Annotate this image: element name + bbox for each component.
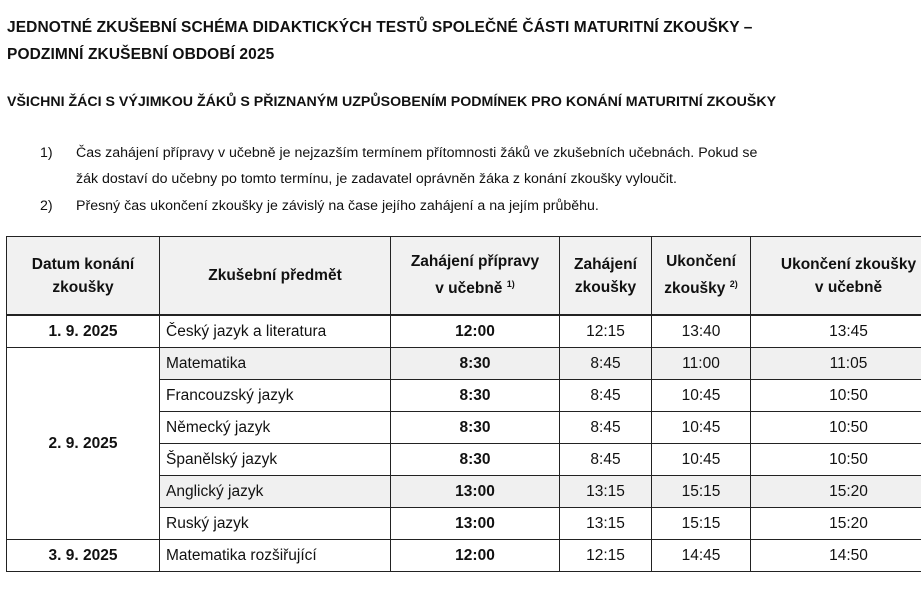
start-time-cell: 8:45 <box>560 380 652 412</box>
prep-time-cell: 12:00 <box>391 315 560 348</box>
note-1-text-line-2: žák dostaví do učebny po tomto termínu, je zadavatel oprávněn žáka z konání zkoušky vyloučit. <box>76 171 677 187</box>
start-time-cell: 8:45 <box>560 444 652 476</box>
prep-time-cell: 8:30 <box>391 348 560 380</box>
table-row <box>7 540 921 572</box>
note-1-text-line-1: Čas zahájení přípravy v učebně je nejzazším termínem přítomnosti žáků ve zkušebních učebnách. Pokud se <box>76 145 758 161</box>
start-time-cell: 12:15 <box>560 540 652 572</box>
header-exam-start: Zahájení zkoušky <box>560 237 652 316</box>
start-time-cell: 13:15 <box>560 476 652 508</box>
date-cell: 1. 9. 2025 <box>7 315 160 348</box>
date-cell: 3. 9. 2025 <box>7 540 160 572</box>
title-line-1: JEDNOTNÉ ZKUŠEBNÍ SCHÉMA DIDAKTICKÝCH TESTŮ SPOLEČNÉ ČÁSTI MATURITNÍ ZKOUŠKY – <box>7 19 753 36</box>
room-end-time-cell: 10:50 <box>751 380 921 412</box>
subject-cell: Matematika rozšiřující <box>160 540 391 572</box>
end-time-cell: 15:15 <box>652 508 751 540</box>
end-time-cell: 10:45 <box>652 444 751 476</box>
end-time-cell: 10:45 <box>652 412 751 444</box>
subject-cell: Matematika <box>160 348 391 380</box>
subject-cell: Anglický jazyk <box>160 476 391 508</box>
note-1 <box>40 140 921 166</box>
prep-time-cell: 12:00 <box>391 540 560 572</box>
note-2-number: 2) <box>40 198 53 214</box>
end-time-cell: 15:15 <box>652 476 751 508</box>
prep-time-cell: 13:00 <box>391 476 560 508</box>
room-end-time-cell: 13:45 <box>751 315 921 348</box>
end-time-cell: 14:45 <box>652 540 751 572</box>
start-time-cell: 8:45 <box>560 412 652 444</box>
header-prep-start: Zahájení přípravy v učebně $^{1)}$ <box>391 237 560 316</box>
end-time-cell: 11:00 <box>652 348 751 380</box>
room-end-time-cell: 11:05 <box>751 348 921 380</box>
prep-time-cell: 8:30 <box>391 380 560 412</box>
room-end-time-cell: 15:20 <box>751 508 921 540</box>
start-time-cell: 8:45 <box>560 348 652 380</box>
exam-schedule-table <box>6 236 921 572</box>
header-date: Datum konání zkoušky <box>7 237 160 316</box>
header-exam-end: Ukončení zkoušky $^{2)}$ <box>652 237 751 316</box>
audience-subtitle: VŠICHNI ŽÁCI S VÝJIMKOU ŽÁKŮ S PŘIZNANÝM UZPŮSOBENÍM PODMÍNEK PRO KONÁNÍ MATURITNÍ ZKOUŠKY <box>7 94 777 110</box>
subject-cell: Ruský jazyk <box>160 508 391 540</box>
table-row <box>7 348 921 380</box>
note-2-text: Přesný čas ukončení zkoušky je závislý na čase jejího zahájení a na jejím průběhu. <box>76 198 599 214</box>
subject-cell: Německý jazyk <box>160 412 391 444</box>
prep-time-cell: 8:30 <box>391 444 560 476</box>
room-end-time-cell: 10:50 <box>751 412 921 444</box>
note-2 <box>40 193 921 219</box>
subject-cell: Český jazyk a literatura <box>160 315 391 348</box>
note-1-number: 1) <box>40 145 53 161</box>
header-subject: Zkušební předmět <box>160 237 391 316</box>
start-time-cell: 12:15 <box>560 315 652 348</box>
room-end-time-cell: 10:50 <box>751 444 921 476</box>
document-title <box>7 14 907 68</box>
end-time-cell: 13:40 <box>652 315 751 348</box>
title-line-2: PODZIMNÍ ZKUŠEBNÍ OBDOBÍ 2025 <box>7 46 275 63</box>
room-end-time-cell: 14:50 <box>751 540 921 572</box>
subject-cell: Španělský jazyk <box>160 444 391 476</box>
start-time-cell: 13:15 <box>560 508 652 540</box>
room-end-time-cell: 15:20 <box>751 476 921 508</box>
prep-time-cell: 8:30 <box>391 412 560 444</box>
table-row <box>7 315 921 348</box>
table-header-row <box>7 237 921 316</box>
subject-cell: Francouzský jazyk <box>160 380 391 412</box>
header-room-end: Ukončení zkoušky v učebně <box>751 237 921 316</box>
date-cell: 2. 9. 2025 <box>7 348 160 540</box>
end-time-cell: 10:45 <box>652 380 751 412</box>
prep-time-cell: 13:00 <box>391 508 560 540</box>
